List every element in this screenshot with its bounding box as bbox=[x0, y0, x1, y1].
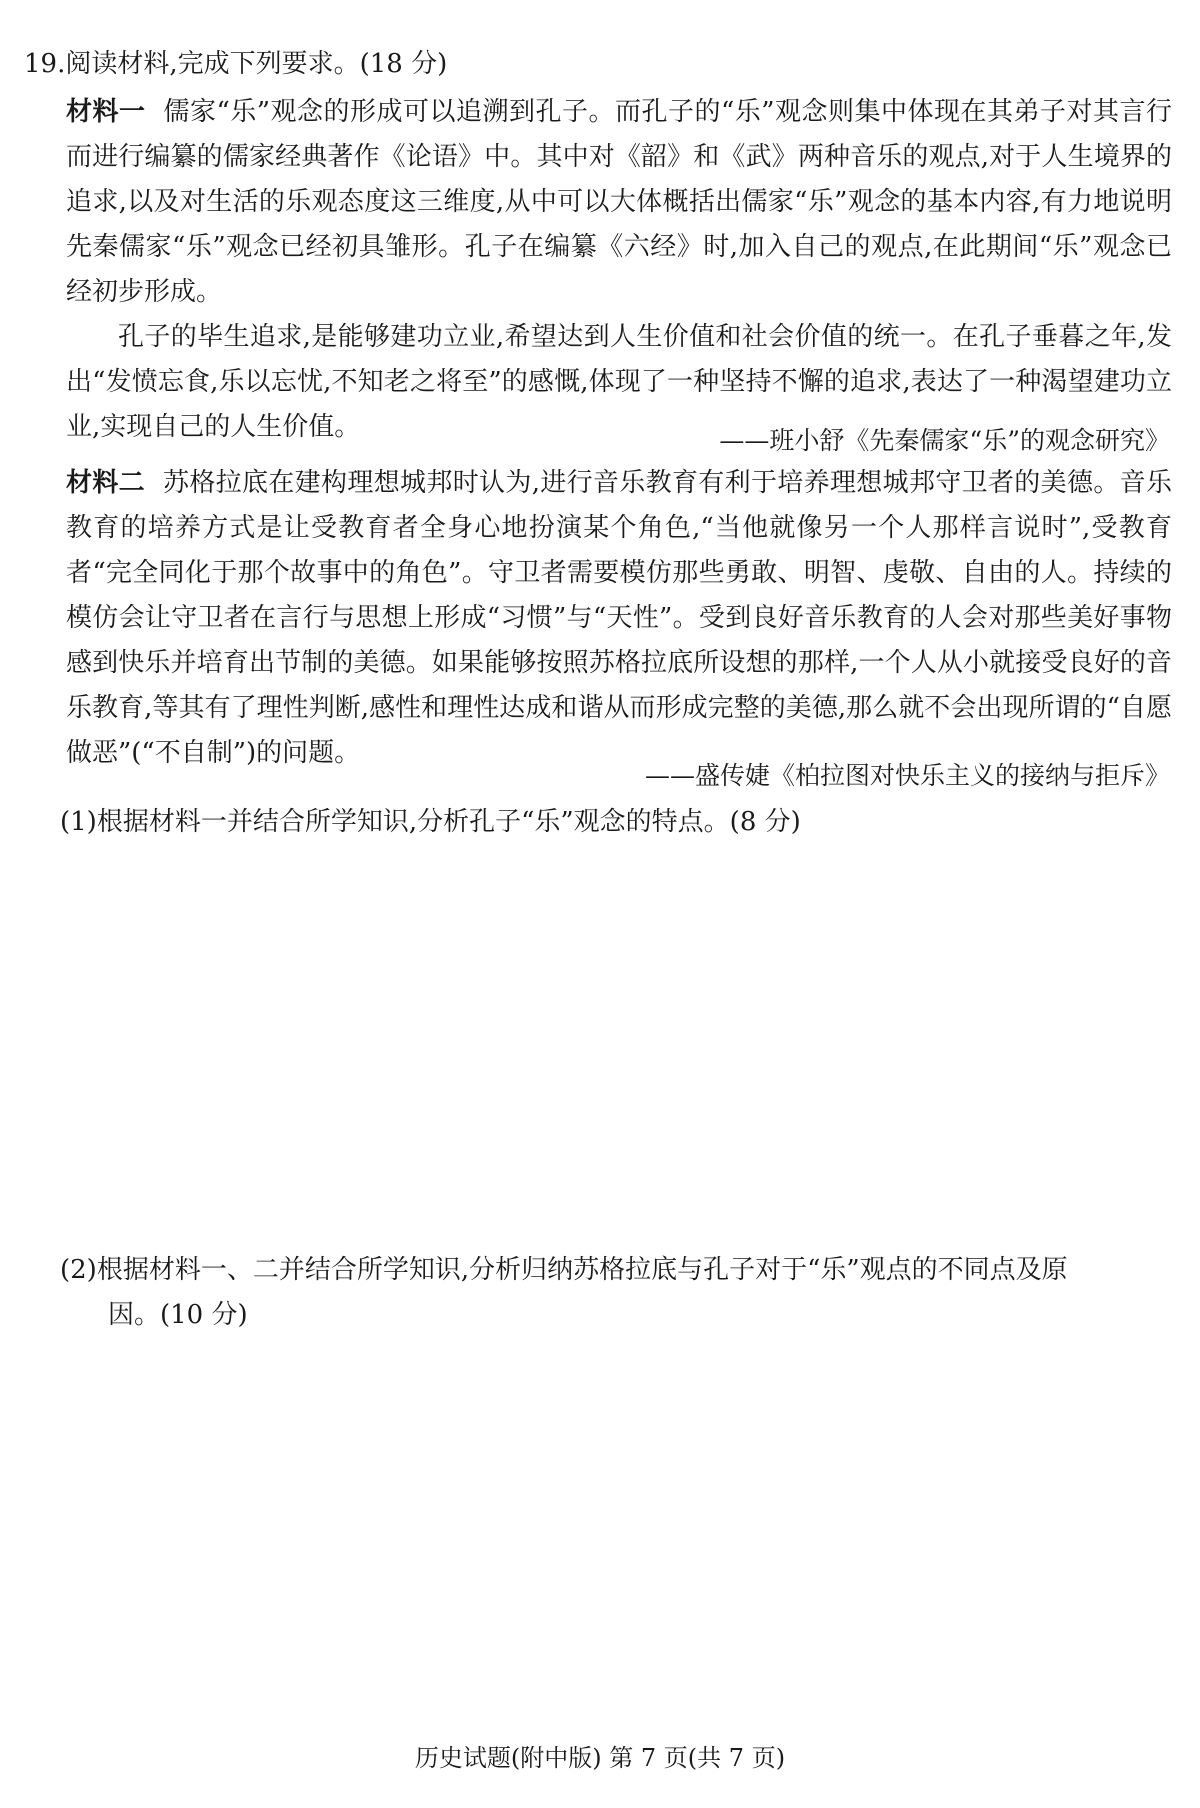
sub-question-2-line-2: 因。(10 分) bbox=[108, 1300, 248, 1330]
material-two-para-1 bbox=[66, 461, 1172, 776]
page-footer: 历史试题(附中版) 第 7 页(共 7 页) bbox=[414, 1744, 786, 1772]
material-two-para-1-text: 苏格拉底在建构理想城邦时认为,进行音乐教育有利于培养理想城邦守卫者的美德。音乐教育的培养方式是让受教育者全身心地扮演某个角色,“当他就像另一个人那样言说时”,受教育者“完全同化于那个故事中的角色”。守卫者需要模仿那些勇敢、明智、虔敬、自由的人。持续的模仿会让守卫者在言行与思想上形成“习惯”与“天性”。受到良好音乐教育的人会对那些美好事物感到快乐并培育出节制的美德。如果能够按照苏格拉底所设想的那样,一个人从小就接受良好的音乐教育,等其有了理性判断,感性和理性达成和谐从而形成完整的美德,那么就不会出现所谓的“自愿做恶”(“不自制”)的问题。 bbox=[66, 468, 1172, 768]
material-one-label: 材料一 bbox=[66, 97, 146, 127]
sub-question-2-line-1: (2)根据材料一、二并结合所学知识,分析归纳苏格拉底与孔子对于“乐”观点的不同点及原 bbox=[60, 1255, 1068, 1285]
material-two-label: 材料二 bbox=[66, 468, 146, 498]
sub-question-2 bbox=[60, 1248, 1172, 1338]
material-two-source: ——盛传婕《柏拉图对快乐主义的接纳与拒斥》 bbox=[644, 761, 1170, 790]
material-one bbox=[66, 90, 1172, 450]
question-title: 19.阅读材料,完成下列要求。(18 分) bbox=[24, 49, 448, 79]
material-one-para-2: 孔子的毕生追求,是能够建功立业,希望达到人生价值和社会价值的统一。在孔子垂暮之年,发出“发愤忘食,乐以忘忧,不知老之将至”的感慨,体现了一种坚持不懈的追求,表达了一种渴望建功立业,实现自己的人生价值。 bbox=[66, 322, 1172, 442]
material-two bbox=[66, 461, 1172, 776]
material-one-para-1 bbox=[66, 90, 1172, 315]
material-one-para-1-text: 儒家“乐”观念的形成可以追溯到孔子。而孔子的“乐”观念则集中体现在其弟子对其言行而进行编纂的儒家经典著作《论语》中。其中对《韶》和《武》两种音乐的观点,对于人生境界的追求,以及对生活的乐观态度这三维度,从中可以大体概括出儒家“乐”观念的基本内容,有力地说明先秦儒家“乐”观念已经初具雏形。孔子在编纂《六经》时,加入自己的观点,在此期间“乐”观念已经初步形成。 bbox=[66, 97, 1172, 307]
sub-question-1: (1)根据材料一并结合所学知识,分析孔子“乐”观念的特点。(8 分) bbox=[60, 807, 801, 837]
material-one-source: ——班小舒《先秦儒家“乐”的观念研究》 bbox=[719, 426, 1170, 455]
